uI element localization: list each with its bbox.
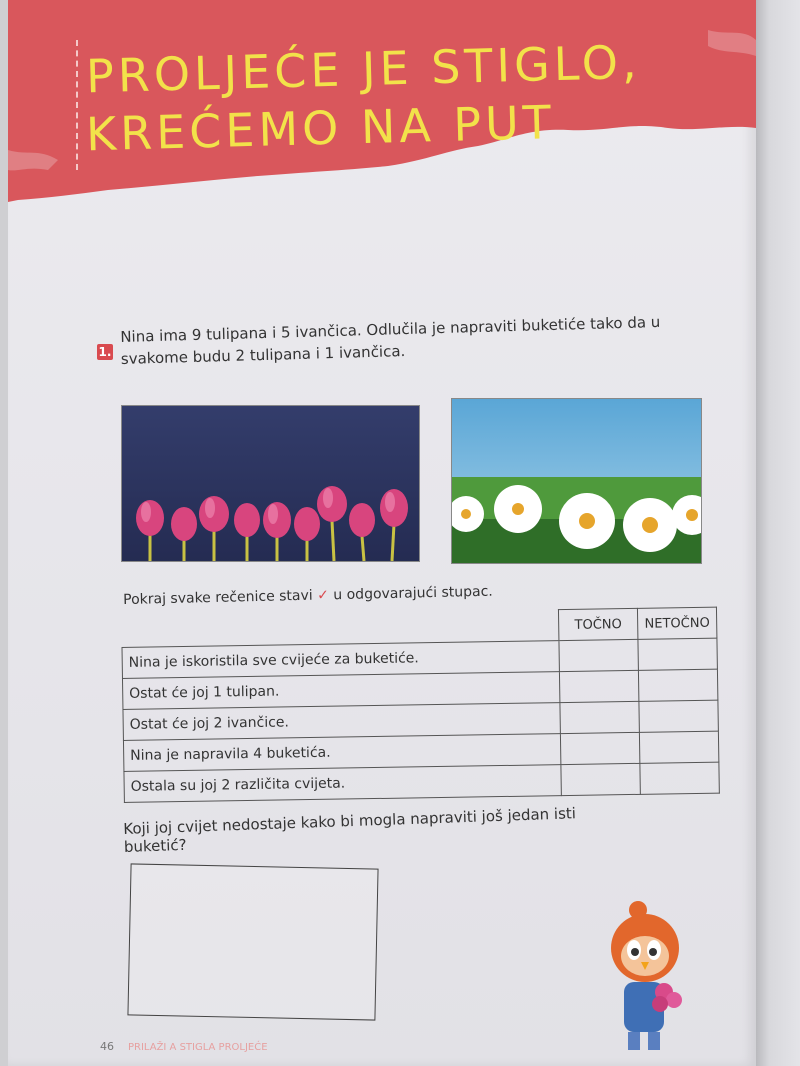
- workbook-page: [8, 0, 756, 1066]
- facing-page-edge: [756, 0, 800, 1066]
- table-instruction: [123, 581, 623, 608]
- true-checkbox-cell[interactable]: [560, 732, 639, 764]
- true-checkbox-cell[interactable]: [560, 701, 639, 733]
- page-number: 46: [100, 1040, 114, 1053]
- tulips-image: [121, 405, 420, 562]
- column-header-false: NETOČNO: [637, 607, 716, 639]
- daisies-icon: [452, 399, 701, 563]
- task-number-badge: 1.: [98, 345, 112, 359]
- statement-cell: Ostala su joj 2 različita cvijeta.: [124, 765, 561, 803]
- statement-cell: Ostat će joj 1 tulipan.: [122, 672, 559, 710]
- statement-cell: Nina je iskoristila sve cvijeće za buketiće.: [122, 641, 559, 679]
- column-header-true: TOČNO: [558, 608, 637, 640]
- page-title-line1: PROLJEĆE JE STIGLO,: [85, 34, 642, 104]
- false-checkbox-cell[interactable]: [638, 638, 717, 670]
- false-checkbox-cell[interactable]: [639, 700, 718, 732]
- false-checkbox-cell[interactable]: [639, 731, 718, 763]
- statement-cell: Nina je napravila 4 buketića.: [123, 734, 560, 772]
- instruction-text-after: u odgovarajući stupac.: [333, 583, 493, 604]
- banner-dashed-line: [76, 40, 78, 170]
- instruction-text-before: Pokraj svake rečenice stavi: [123, 587, 313, 608]
- false-checkbox-cell[interactable]: [640, 762, 719, 794]
- true-checkbox-cell[interactable]: [559, 639, 638, 671]
- daisies-image: [451, 398, 702, 564]
- statement-cell: Ostat će joj 2 ivančice.: [123, 703, 560, 741]
- task-text: Nina ima 9 tulipana i 5 ivančica. Odlučila je napraviti buketiće tako da u svakome budu 2 tulipana i 1 ivančica.: [120, 312, 661, 368]
- checkmark-icon: ✓: [316, 587, 330, 604]
- tulips-icon: [122, 406, 419, 561]
- answer-box[interactable]: [127, 863, 378, 1020]
- owl-mascot-icon: [590, 900, 700, 1060]
- false-checkbox-cell[interactable]: [638, 669, 717, 701]
- true-false-table: [121, 607, 720, 803]
- true-checkbox-cell[interactable]: [559, 670, 638, 702]
- footer-running-text: PRILAŽI A STIGLA PROLJEĆE: [128, 1042, 268, 1053]
- true-checkbox-cell[interactable]: [561, 763, 640, 795]
- follow-up-question: Koji joj cvijet nedostaje kako bi mogla napraviti još jedan isti buketić?: [123, 804, 577, 856]
- page-title-line2: KREĆEMO NA PUT: [85, 95, 556, 162]
